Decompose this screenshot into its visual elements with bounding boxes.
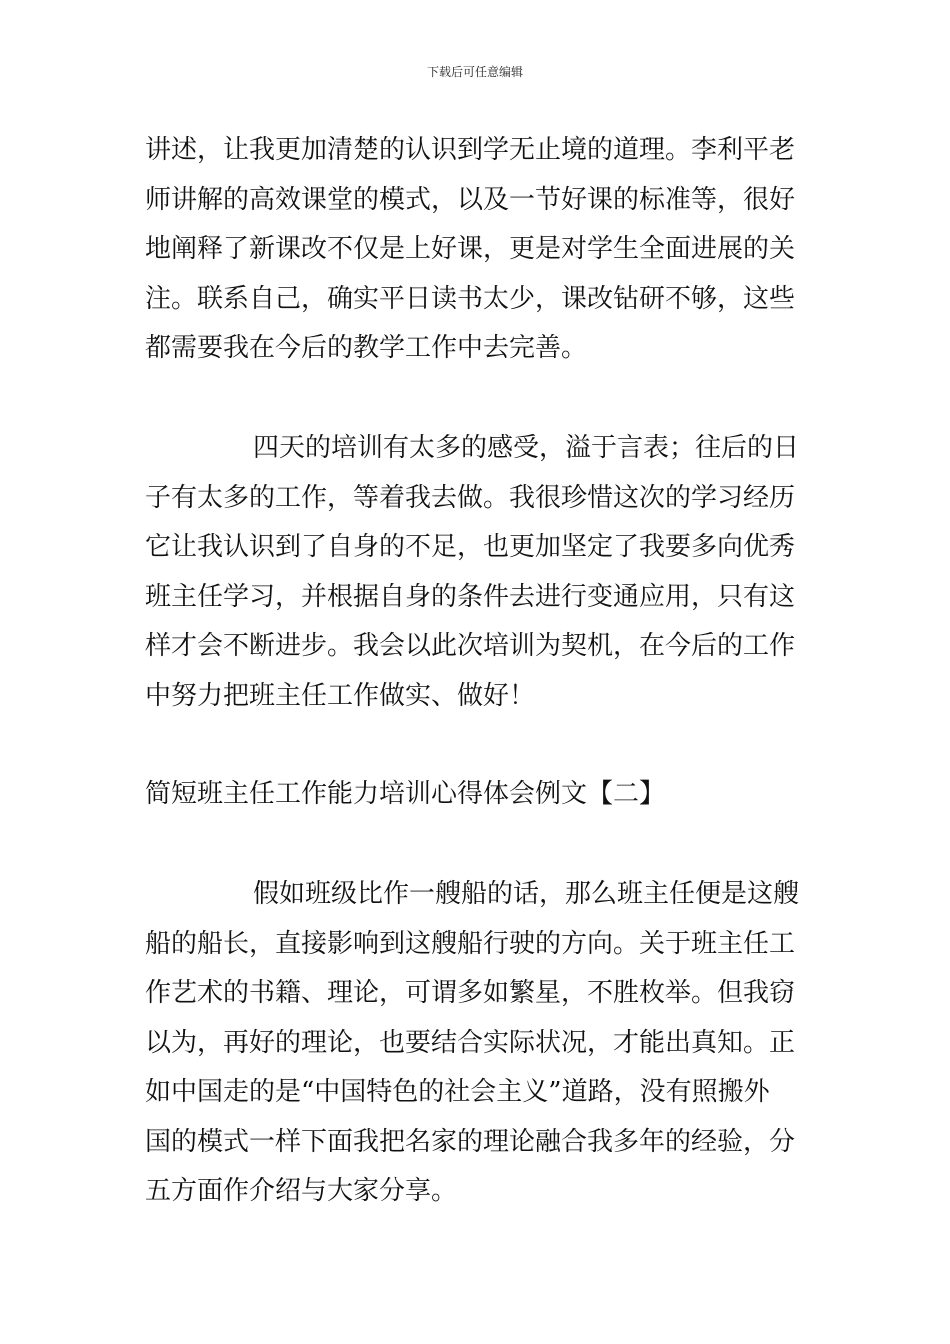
paragraph-line: 以为，再好的理论，也要结合实际状况，才能出真知。正 [145, 1027, 796, 1058]
paragraph-line: 中努力把班主任工作做实、做好！ [145, 680, 536, 711]
paragraph-line: 五方面作介绍与大家分享。 [145, 1176, 458, 1206]
paragraph-line: 师讲解的高效课堂的模式，以及一节好课的标准等，很好 [145, 184, 796, 215]
paragraph-line: 四天的培训有太多的感受，溢于言表；往后的日 [253, 433, 800, 463]
page-header: 下载后可任意编辑 [426, 65, 523, 79]
paragraph-line: 样才会不断进步。我会以此次培训为契机，在今后的工作 [145, 631, 796, 661]
paragraph-line: 国的模式一样下面我把名家的理论融合我多年的经验，分 [145, 1126, 796, 1157]
paragraph-3 [145, 870, 810, 1217]
paragraph-1 [145, 126, 810, 374]
paragraph-line: 如中国走的是“中国特色的社会主义”道路，没有照搬外 [145, 1077, 770, 1107]
paragraph-2 [145, 424, 810, 721]
paragraph-line: 班主任学习，并根据自身的条件去进行变通应用，只有这 [145, 581, 796, 612]
section-heading [145, 770, 810, 820]
paragraph-line: 讲述，让我更加清楚的认识到学无止境的道理。李利平老 [145, 135, 796, 165]
section-heading-text: 简短班主任工作能力培训心得体会例文【二】 [145, 779, 666, 809]
paragraph-line: 它让我认识到了自身的不足，也更加坚定了我要多向优秀 [145, 532, 796, 562]
paragraph-line: 地阐释了新课改不仅是上好课，更是对学生全面进展的关 [145, 234, 796, 264]
paragraph-line: 注。联系自己，确实平日读书太少，课改钻研不够，这些 [145, 283, 796, 314]
paragraph-line: 船的船长，直接影响到这艘船行驶的方向。关于班主任工 [145, 928, 796, 959]
paragraph-line: 作艺术的书籍、理论，可谓多如繁星，不胜枚举。但我窃 [145, 978, 796, 1008]
paragraph-line: 假如班级比作一艘船的话，那么班主任便是这艘 [253, 879, 800, 909]
paragraph-line: 都需要我在今后的教学工作中去完善。 [145, 333, 588, 363]
paragraph-line: 子有太多的工作，等着我去做。我很珍惜这次的学习经历 [145, 482, 796, 513]
